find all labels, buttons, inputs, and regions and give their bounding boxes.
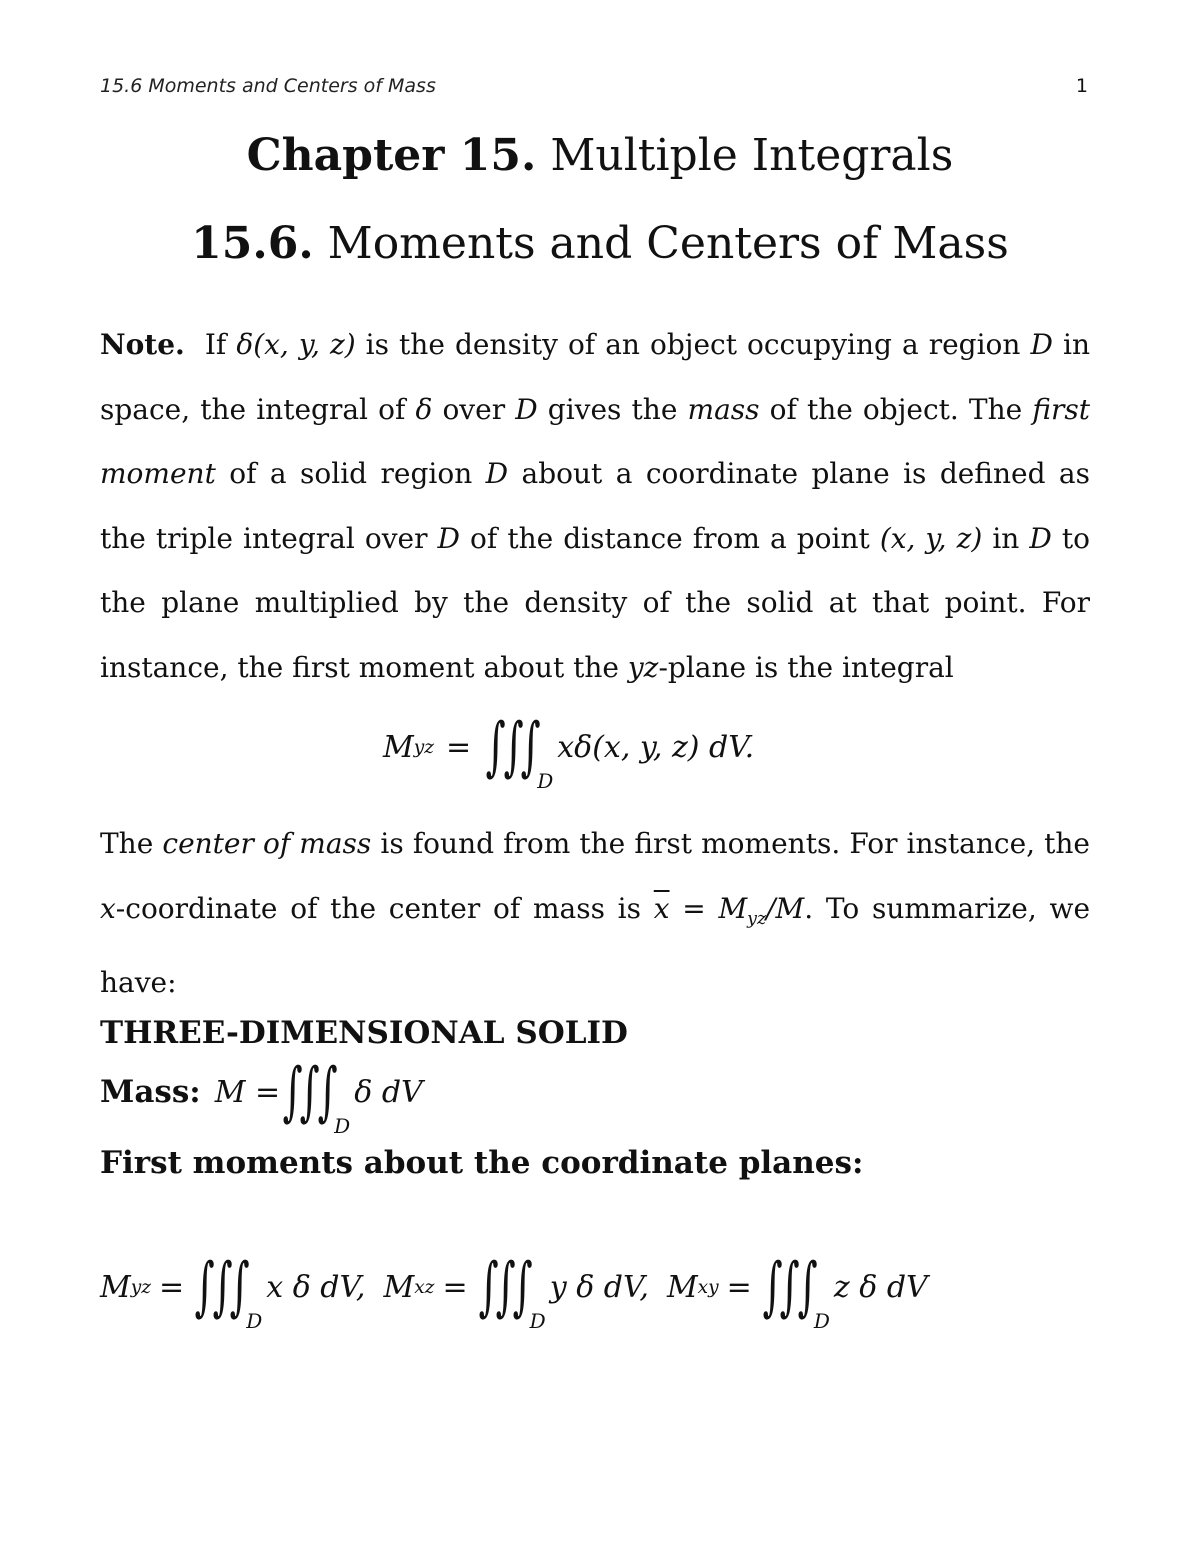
integral-sign: ∫: [495, 1250, 516, 1324]
integral-sign: ∫: [300, 1055, 321, 1129]
triple-integral: [762, 1250, 830, 1333]
com-text: The: [100, 827, 163, 860]
section-name: Moments and Centers of Mass: [327, 218, 1009, 269]
integral-region: D: [334, 1114, 351, 1138]
center-of-mass-term: center of mass: [162, 827, 372, 860]
chapter-label: Chapter 15.: [246, 130, 537, 181]
integral-sign: ∫: [478, 1250, 499, 1324]
note-text: about a coordinate plane is defined as the triple integral over: [100, 457, 1090, 555]
integral-region: D: [246, 1309, 263, 1333]
note-text: of a solid region: [215, 457, 486, 490]
integral-sign: ∫: [503, 710, 524, 784]
integral-sign: ∫: [194, 1250, 215, 1324]
moment-symbol: M: [666, 1269, 698, 1305]
com-text: is found from the first moments. For instance, the: [371, 827, 1090, 860]
first-moment-term: first moment: [100, 392, 1091, 490]
integral-region: D: [813, 1309, 830, 1333]
triple-integral: [282, 1055, 351, 1138]
mass-label: Mass:: [100, 1074, 201, 1110]
moments-equation-row: [100, 1250, 928, 1333]
integral-sign: ∫: [762, 1250, 783, 1324]
yz-symbol: yz: [627, 650, 659, 684]
over-mass: /M: [766, 891, 805, 925]
note-text: is the density of an object occupying a region: [355, 328, 1031, 361]
mass-equation: [100, 1055, 423, 1138]
integral-sign: ∫: [485, 710, 506, 784]
integral-sign: ∫: [212, 1250, 233, 1324]
point-coordinates: (x, y, z): [879, 521, 983, 555]
integrand: xδ(x, y, z) dV.: [557, 729, 755, 765]
moments-heading: First moments about the coordinate planes:: [100, 1145, 864, 1181]
center-of-mass-paragraph: [100, 812, 1090, 1016]
delta-symbol: δ: [415, 392, 433, 426]
x-symbol: x: [100, 891, 116, 925]
moment-symbol: M: [383, 1269, 415, 1305]
moment-subscript: xy: [697, 1276, 719, 1298]
integral-region: D: [537, 769, 554, 793]
running-title: 15.6 Moments and Centers of Mass: [100, 75, 436, 97]
note-text: If: [204, 328, 237, 361]
note-text: to the plane multiplied by the density of the solid at that point. For instance, the first moment about the: [100, 521, 1090, 684]
note-paragraph: [100, 313, 1090, 700]
note-text: gives the: [537, 392, 688, 426]
region-symbol: D: [515, 392, 538, 426]
region-symbol: D: [1029, 521, 1052, 555]
integral-region: D: [529, 1309, 546, 1333]
equals-sign: =: [669, 891, 719, 925]
equals-sign: =: [726, 1269, 752, 1305]
region-symbol: D: [437, 521, 460, 555]
moment-subscript: yz: [747, 908, 767, 929]
moment-integrand: z δ dV: [833, 1269, 928, 1305]
summary-heading: THREE-DIMENSIONAL SOLID: [100, 1015, 628, 1051]
section-label: 15.6.: [191, 218, 314, 269]
mass-term: mass: [687, 392, 760, 426]
integral-sign: ∫: [779, 1250, 800, 1324]
region-symbol: D: [1030, 328, 1053, 361]
equals-sign: =: [442, 1269, 468, 1305]
density-function: δ(x, y, z): [236, 328, 356, 361]
integral-sign: ∫: [317, 1055, 338, 1129]
x-bar-symbol: $\overline{x}$: [653, 891, 670, 925]
note-text: over: [432, 392, 516, 426]
integral-sign: ∫: [512, 1250, 533, 1324]
note-text: of the distance from a point: [460, 521, 880, 555]
first-moment-equation: [383, 710, 755, 793]
triple-integral: [485, 710, 554, 793]
triple-integral: [194, 1250, 263, 1333]
moment-subscript: yz: [413, 736, 435, 758]
mass-lhs: M =: [214, 1074, 281, 1110]
moment-symbol: M: [383, 729, 414, 765]
moment-integrand: x δ dV,: [266, 1269, 366, 1305]
equals-sign: =: [446, 729, 472, 765]
com-text: . To summarize, we have:: [100, 891, 1091, 1000]
moment-symbol: M: [718, 891, 748, 925]
com-text: -coordinate of the center of mass is: [115, 891, 654, 925]
moment-subscript: xz: [414, 1276, 435, 1298]
integral-sign: ∫: [797, 1250, 818, 1324]
region-symbol: D: [485, 457, 509, 490]
note-text: in space, the integral of: [100, 328, 1090, 426]
moment-symbol: M: [100, 1269, 131, 1305]
integral-sign: ∫: [282, 1055, 303, 1129]
page-number: 1: [1075, 75, 1088, 97]
mass-integrand: δ dV: [354, 1074, 423, 1110]
triple-integral: [478, 1250, 546, 1333]
section-title: [0, 218, 1200, 269]
chapter-title: [0, 130, 1200, 181]
equals-sign: =: [159, 1269, 185, 1305]
note-text: of the object. The: [759, 392, 1033, 426]
chapter-name: Multiple Integrals: [550, 130, 954, 181]
integral-sign: ∫: [520, 710, 541, 784]
moment-integrand: y δ dV,: [549, 1269, 649, 1305]
note-label: Note.: [100, 328, 185, 361]
note-text: -plane is the integral: [658, 650, 954, 684]
moment-subscript: yz: [130, 1276, 152, 1298]
note-text: in: [982, 521, 1030, 555]
integral-sign: ∫: [229, 1250, 250, 1324]
